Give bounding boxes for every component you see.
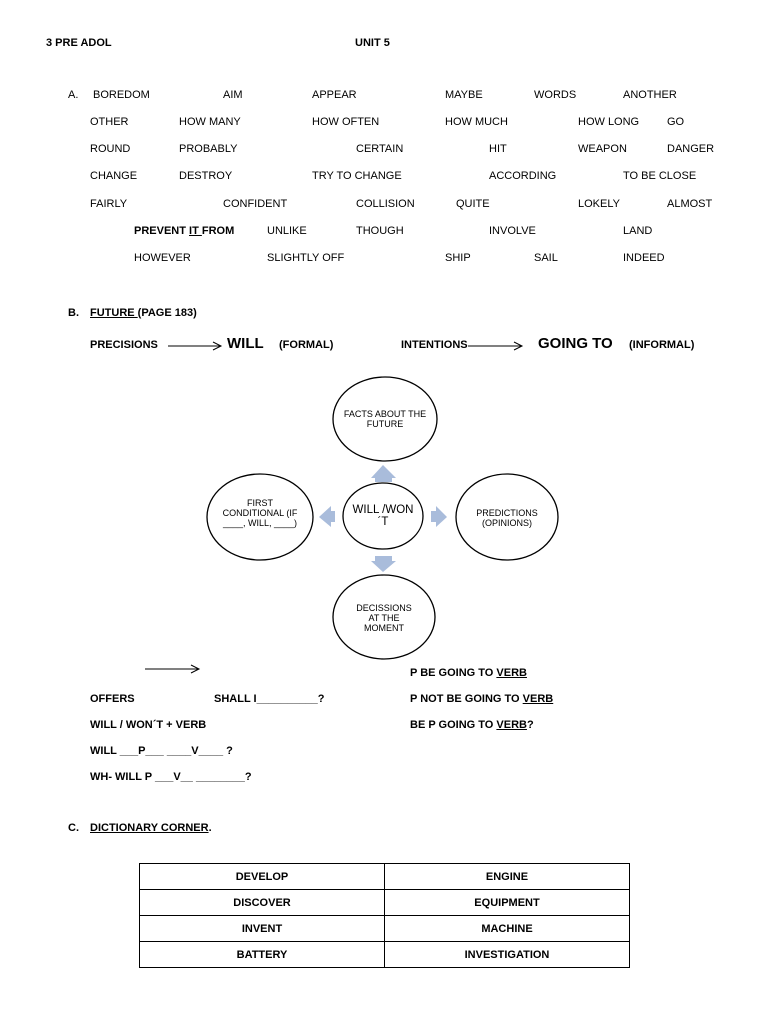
vocab-word: BOREDOM (93, 89, 150, 101)
arrow-right-icon (468, 342, 522, 350)
future-title: FUTURE (90, 307, 138, 319)
vocab-word: CONFIDENT (223, 198, 288, 210)
will-label: WILL (227, 335, 264, 352)
shall-i-label: SHALL I__________? (214, 693, 325, 705)
table-row (140, 942, 630, 968)
table-cell: ENGINE (385, 864, 630, 890)
going-q-text: BE P GOING TO (410, 719, 497, 731)
arrow-left-icon (319, 506, 335, 527)
vocab-word: HOWEVER (134, 252, 191, 264)
vocab-word: CERTAIN (356, 143, 404, 155)
table-cell: BATTERY (140, 942, 385, 968)
vocab-word: INDEED (623, 252, 665, 264)
going-aff-text: P BE GOING TO (410, 667, 497, 679)
vocab-word: SLIGHTLY OFF (267, 252, 345, 264)
vocab-word: WEAPON (578, 143, 627, 155)
vocab-word: FAIRLY (90, 198, 128, 210)
table-row (140, 864, 630, 890)
table-row (140, 916, 630, 942)
vocab-word: ACCORDING (489, 170, 557, 182)
prevent-pre: PREVENT (134, 225, 190, 237)
arrow-up-icon (371, 465, 396, 482)
vocab-word: UNLIKE (267, 225, 307, 237)
vocab-word: THOUGH (356, 225, 404, 237)
will-wont-verb: WILL / WON´T + VERB (90, 719, 207, 731)
vocab-word: LOKELY (578, 198, 620, 210)
title-period: . (208, 822, 212, 834)
vocab-word: HOW LONG (578, 116, 640, 128)
vocab-word: GO (667, 116, 685, 128)
vocab-word: TO BE CLOSE (623, 170, 697, 182)
table-cell: MACHINE (385, 916, 630, 942)
vocab-word: DESTROY (179, 170, 233, 182)
vocab-word: COLLISION (356, 198, 415, 210)
section-c-title (90, 822, 212, 834)
header-unit: UNIT 5 (355, 37, 390, 49)
formal-label: (FORMAL) (279, 339, 334, 351)
going-to-affirmative (410, 667, 527, 679)
vocab-word: ALMOST (667, 198, 713, 210)
precisions-label: PRECISIONS (90, 339, 158, 351)
vocab-word: CHANGE (90, 170, 138, 182)
vocab-word: AIM (223, 89, 243, 101)
vocab-word: INVOLVE (489, 225, 536, 237)
vocab-word: SHIP (445, 252, 471, 264)
vocab-word: APPEAR (312, 89, 357, 101)
arrow-down-icon (371, 556, 396, 572)
wh-will-question: WH- WILL P ___V__ ________? (90, 771, 252, 783)
table-row (140, 890, 630, 916)
going-to-label: GOING TO (538, 335, 613, 352)
prevent-post: FROM (201, 225, 235, 237)
table-cell: EQUIPMENT (385, 890, 630, 916)
going-neg-text: P NOT BE GOING TO (410, 693, 523, 705)
offers-label: OFFERS (90, 693, 135, 705)
section-c-label: C. (68, 822, 79, 834)
dictionary-table (139, 863, 630, 968)
section-a-label: A. (68, 89, 79, 101)
vocab-word: HOW MANY (179, 116, 241, 128)
will-question: WILL ___P___ ____V____ ? (90, 745, 233, 757)
vocab-word: OTHER (90, 116, 129, 128)
verb-underlined: VERB (522, 693, 554, 705)
decisions-label: DECISSIONS AT THE MOMENT (356, 603, 412, 633)
table-cell: INVESTIGATION (385, 942, 630, 968)
vocab-word: LAND (623, 225, 653, 237)
vocab-word: QUITE (456, 198, 490, 210)
vocab-word: WORDS (534, 89, 577, 101)
vocab-word: TRY TO CHANGE (312, 170, 402, 182)
going-to-negative (410, 693, 553, 705)
vocab-word: SAIL (534, 252, 558, 264)
question-mark: ? (526, 719, 534, 731)
table-cell: INVENT (140, 916, 385, 942)
vocab-word: DANGER (667, 143, 715, 155)
header-class: 3 PRE ADOL (46, 37, 112, 49)
verb-underlined: VERB (496, 667, 527, 679)
vocab-word: HOW MUCH (445, 116, 508, 128)
going-to-question (410, 719, 534, 731)
vocab-word: ROUND (90, 143, 131, 155)
first-conditional-label: FIRST CONDITIONAL (IF ____, WILL, ____) (222, 498, 298, 528)
table-cell: DISCOVER (140, 890, 385, 916)
arrow-right-icon (431, 506, 447, 527)
vocab-word: HIT (489, 143, 507, 155)
table-cell: DEVELOP (140, 864, 385, 890)
predictions-label: PREDICTIONS (OPINIONS) (476, 508, 538, 528)
will-wont-label: WILL /WON´T (352, 504, 414, 528)
vocab-word: HOW OFTEN (312, 116, 380, 128)
prevent-it: IT (189, 225, 202, 237)
intentions-label: INTENTIONS (401, 339, 468, 351)
arrow-right-icon (145, 665, 199, 673)
vocab-word: PROBABLY (179, 143, 238, 155)
facts-label: FACTS ABOUT THE FUTURE (343, 409, 427, 429)
section-b-label: B. (68, 307, 79, 319)
page-ref: (PAGE 183) (137, 307, 197, 319)
informal-label: (INFORMAL) (629, 339, 695, 351)
arrow-right-icon (168, 342, 221, 350)
verb-underlined: VERB (496, 719, 527, 731)
vocab-word: MAYBE (445, 89, 483, 101)
vocab-word: ANOTHER (623, 89, 677, 101)
dictionary-corner-title: DICTIONARY CORNER (90, 822, 209, 834)
